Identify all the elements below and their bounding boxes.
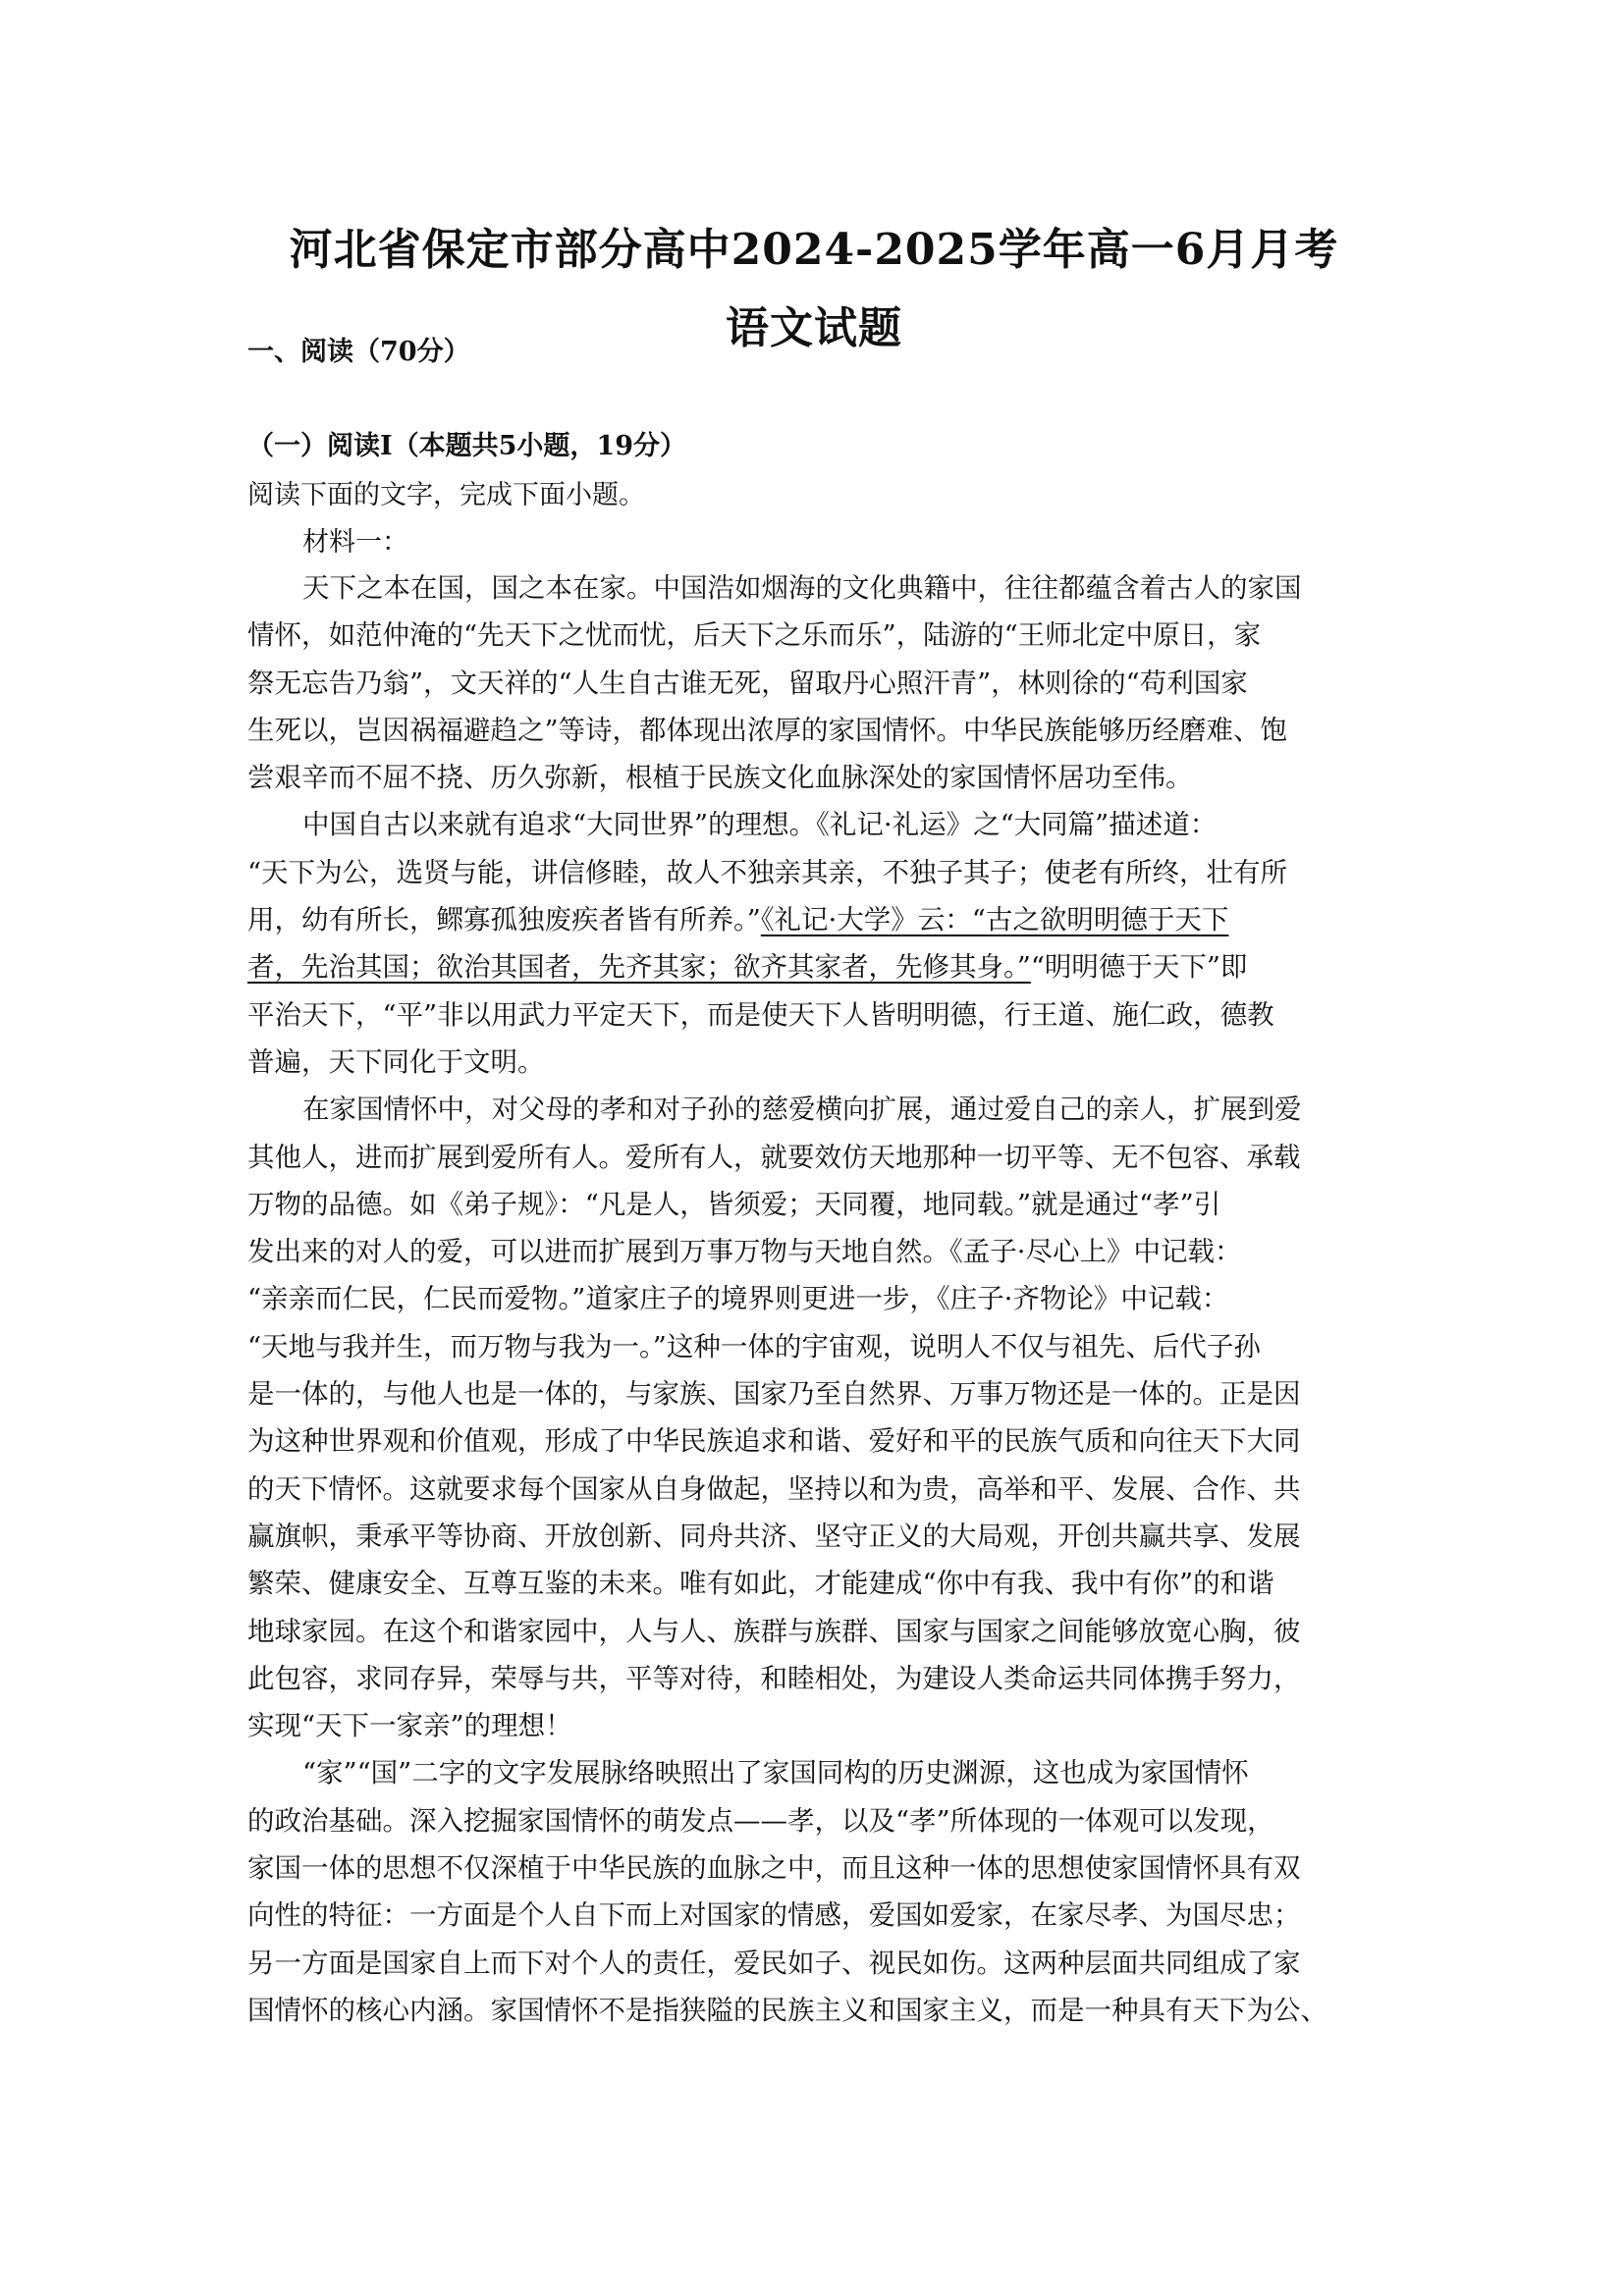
passage-line: 中国自古以来就有追求“大同世界”的理想。《礼记·礼运》之“大同篇”描述道： — [302, 809, 1218, 841]
exam-subject-title: 语文试题 — [726, 303, 902, 353]
exam-title: 河北省保定市部分高中2024-2025学年高一6月月考 — [289, 225, 1339, 275]
passage-line: 生死以，岂因祸福避趋之”等诗，都体现出浓厚的家国情怀。中华民族能够历经磨难、饱 — [247, 714, 1288, 746]
passage-line: 繁荣、健康安全、互尊互鉴的未来。唯有如此，才能建成“你中有我、我中有你”的和谐 — [247, 1568, 1274, 1600]
passage-line: 天下之本在国，国之本在家。中国浩如烟海的文化典籍中，往往都蕴含着古人的家国 — [302, 572, 1302, 604]
passage-line: 地球家园。在这个和谐家园中，人与人、族群与族群、国家与国家之间能够放宽心胸，彼 — [247, 1615, 1301, 1647]
passage-line: 普遍，天下同化于文明。 — [247, 1045, 545, 1078]
passage-line: “天地与我并生，而万物与我为一。”这种一体的宇宙观，说明人不仅与祖先、后代子孙 — [247, 1330, 1261, 1362]
passage-line: 在家国情怀中，对父母的孝和对子孙的慈爱横向扩展，通过爱自己的亲人，扩展到爱 — [302, 1094, 1302, 1126]
passage-line: 向性的特征：一方面是个人自下而上对国家的情感，爱国如爱家，在家尽孝、为国尽忠； — [247, 1899, 1301, 1932]
passage-line: 其他人，进而扩展到爱所有人。爱所有人，就要效仿天地那种一切平等、无不包容、承载 — [247, 1141, 1301, 1173]
passage-line: 另一方面是国家自上而下对个人的责任，爱民如子、视民如伤。这两种层面共同组成了家 — [247, 1947, 1301, 1979]
passage-line: 是一体的，与他人也是一体的，与家族、国家乃至自然界、万事万物还是一体的。正是因 — [247, 1378, 1301, 1411]
passage-line: 为这种世界观和价值观，形成了中华民族追求和谐、爱好和平的民族气质和向往天下大同 — [247, 1425, 1301, 1458]
underlined-quote: 《礼记·大学》云：“古之欲明明德于天下 — [760, 904, 1229, 936]
section-heading: 一、阅读（70分） — [247, 337, 470, 367]
underlined-quote: 者，先治其国；欲治其国者，先齐其家；欲齐其家者，先修其身。” — [247, 951, 1031, 984]
passage-line: 情怀，如范仲淹的“先天下之忧而忧，后天下之乐而乐”，陆游的“王师北定中原日，家 — [247, 619, 1262, 652]
passage-line: 的政治基础。深入挖掘家国情怀的萌发点——孝，以及“孝”所体现的一体观可以发现， — [247, 1804, 1274, 1837]
passage-line: 的天下情怀。这就要求每个国家从自身做起，坚持以和为贵，高举和平、发展、合作、共 — [247, 1472, 1301, 1505]
passage-line: “天下为公，选贤与能，讲信修睦，故人不独亲其亲，不独子其子；使老有所终，壮有所 — [247, 856, 1288, 888]
passage-line: 用，幼有所长，鳏寡孤独废疾者皆有所养。”《礼记·大学》云：“古之欲明明德于天下 — [247, 904, 1229, 936]
passage-line: 实现“天下一家亲”的理想！ — [247, 1710, 572, 1742]
passage-line: 平治天下，“平”非以用武力平定天下，而是使天下人皆明明德，行王道、施仁政，德教 — [247, 998, 1274, 1031]
reading-passage — [247, 564, 1380, 2034]
passage-line: 赢旗帜，秉承平等协商、开放创新、同舟共济、坚守正义的大局观，开创共赢共享、发展 — [247, 1520, 1301, 1552]
passage-line: 祭无忘告乃翁”，文天祥的“人生自古谁无死，留取丹心照汗青”，林则徐的“苟利国家 — [247, 667, 1248, 699]
material-label: 材料一： — [302, 527, 408, 558]
passage-line: 万物的品德。如《弟子规》：“凡是人，皆须爱；天同覆，地同载。”就是通过“孝”引 — [247, 1188, 1221, 1220]
passage-line: “家”“国”二字的文字发展脉络映照出了家国同构的历史渊源，这也成为家国情怀 — [302, 1757, 1249, 1789]
passage-line: 家国一体的思想不仅深植于中华民族的血脉之中，而且这种一体的思想使家国情怀具有双 — [247, 1852, 1301, 1885]
passage-line: 尝艰辛而不屈不挠、历久弥新，根植于民族文化血脉深处的家国情怀居功至伟。 — [247, 762, 1193, 794]
passage-line: “亲亲而仁民，仁民而爱物。”道家庄子的境界则更进一步，《庄子·齐物论》中记载： — [247, 1283, 1229, 1315]
passage-line: 者，先治其国；欲治其国者，先齐其家；欲齐其家者，先修其身。”“明明德于天下”即 — [247, 951, 1248, 984]
reading-instruction: 阅读下面的文字，完成下面小题。 — [247, 480, 645, 510]
passage-line: 发出来的对人的爱，可以进而扩展到万事万物与天地自然。《孟子·尽心上》中记载： — [247, 1236, 1242, 1268]
passage-line: 国情怀的核心内涵。家国情怀不是指狭隘的民族主义和国家主义，而是一种具有天下为公、 — [247, 1994, 1327, 2026]
passage-line: 此包容，求同存异，荣辱与共，平等对待，和睦相处，为建设人类命运共同体携手努力， — [247, 1662, 1301, 1694]
sub-section-heading: （一）阅读Ⅰ（本题共5小题，19分） — [247, 431, 686, 461]
